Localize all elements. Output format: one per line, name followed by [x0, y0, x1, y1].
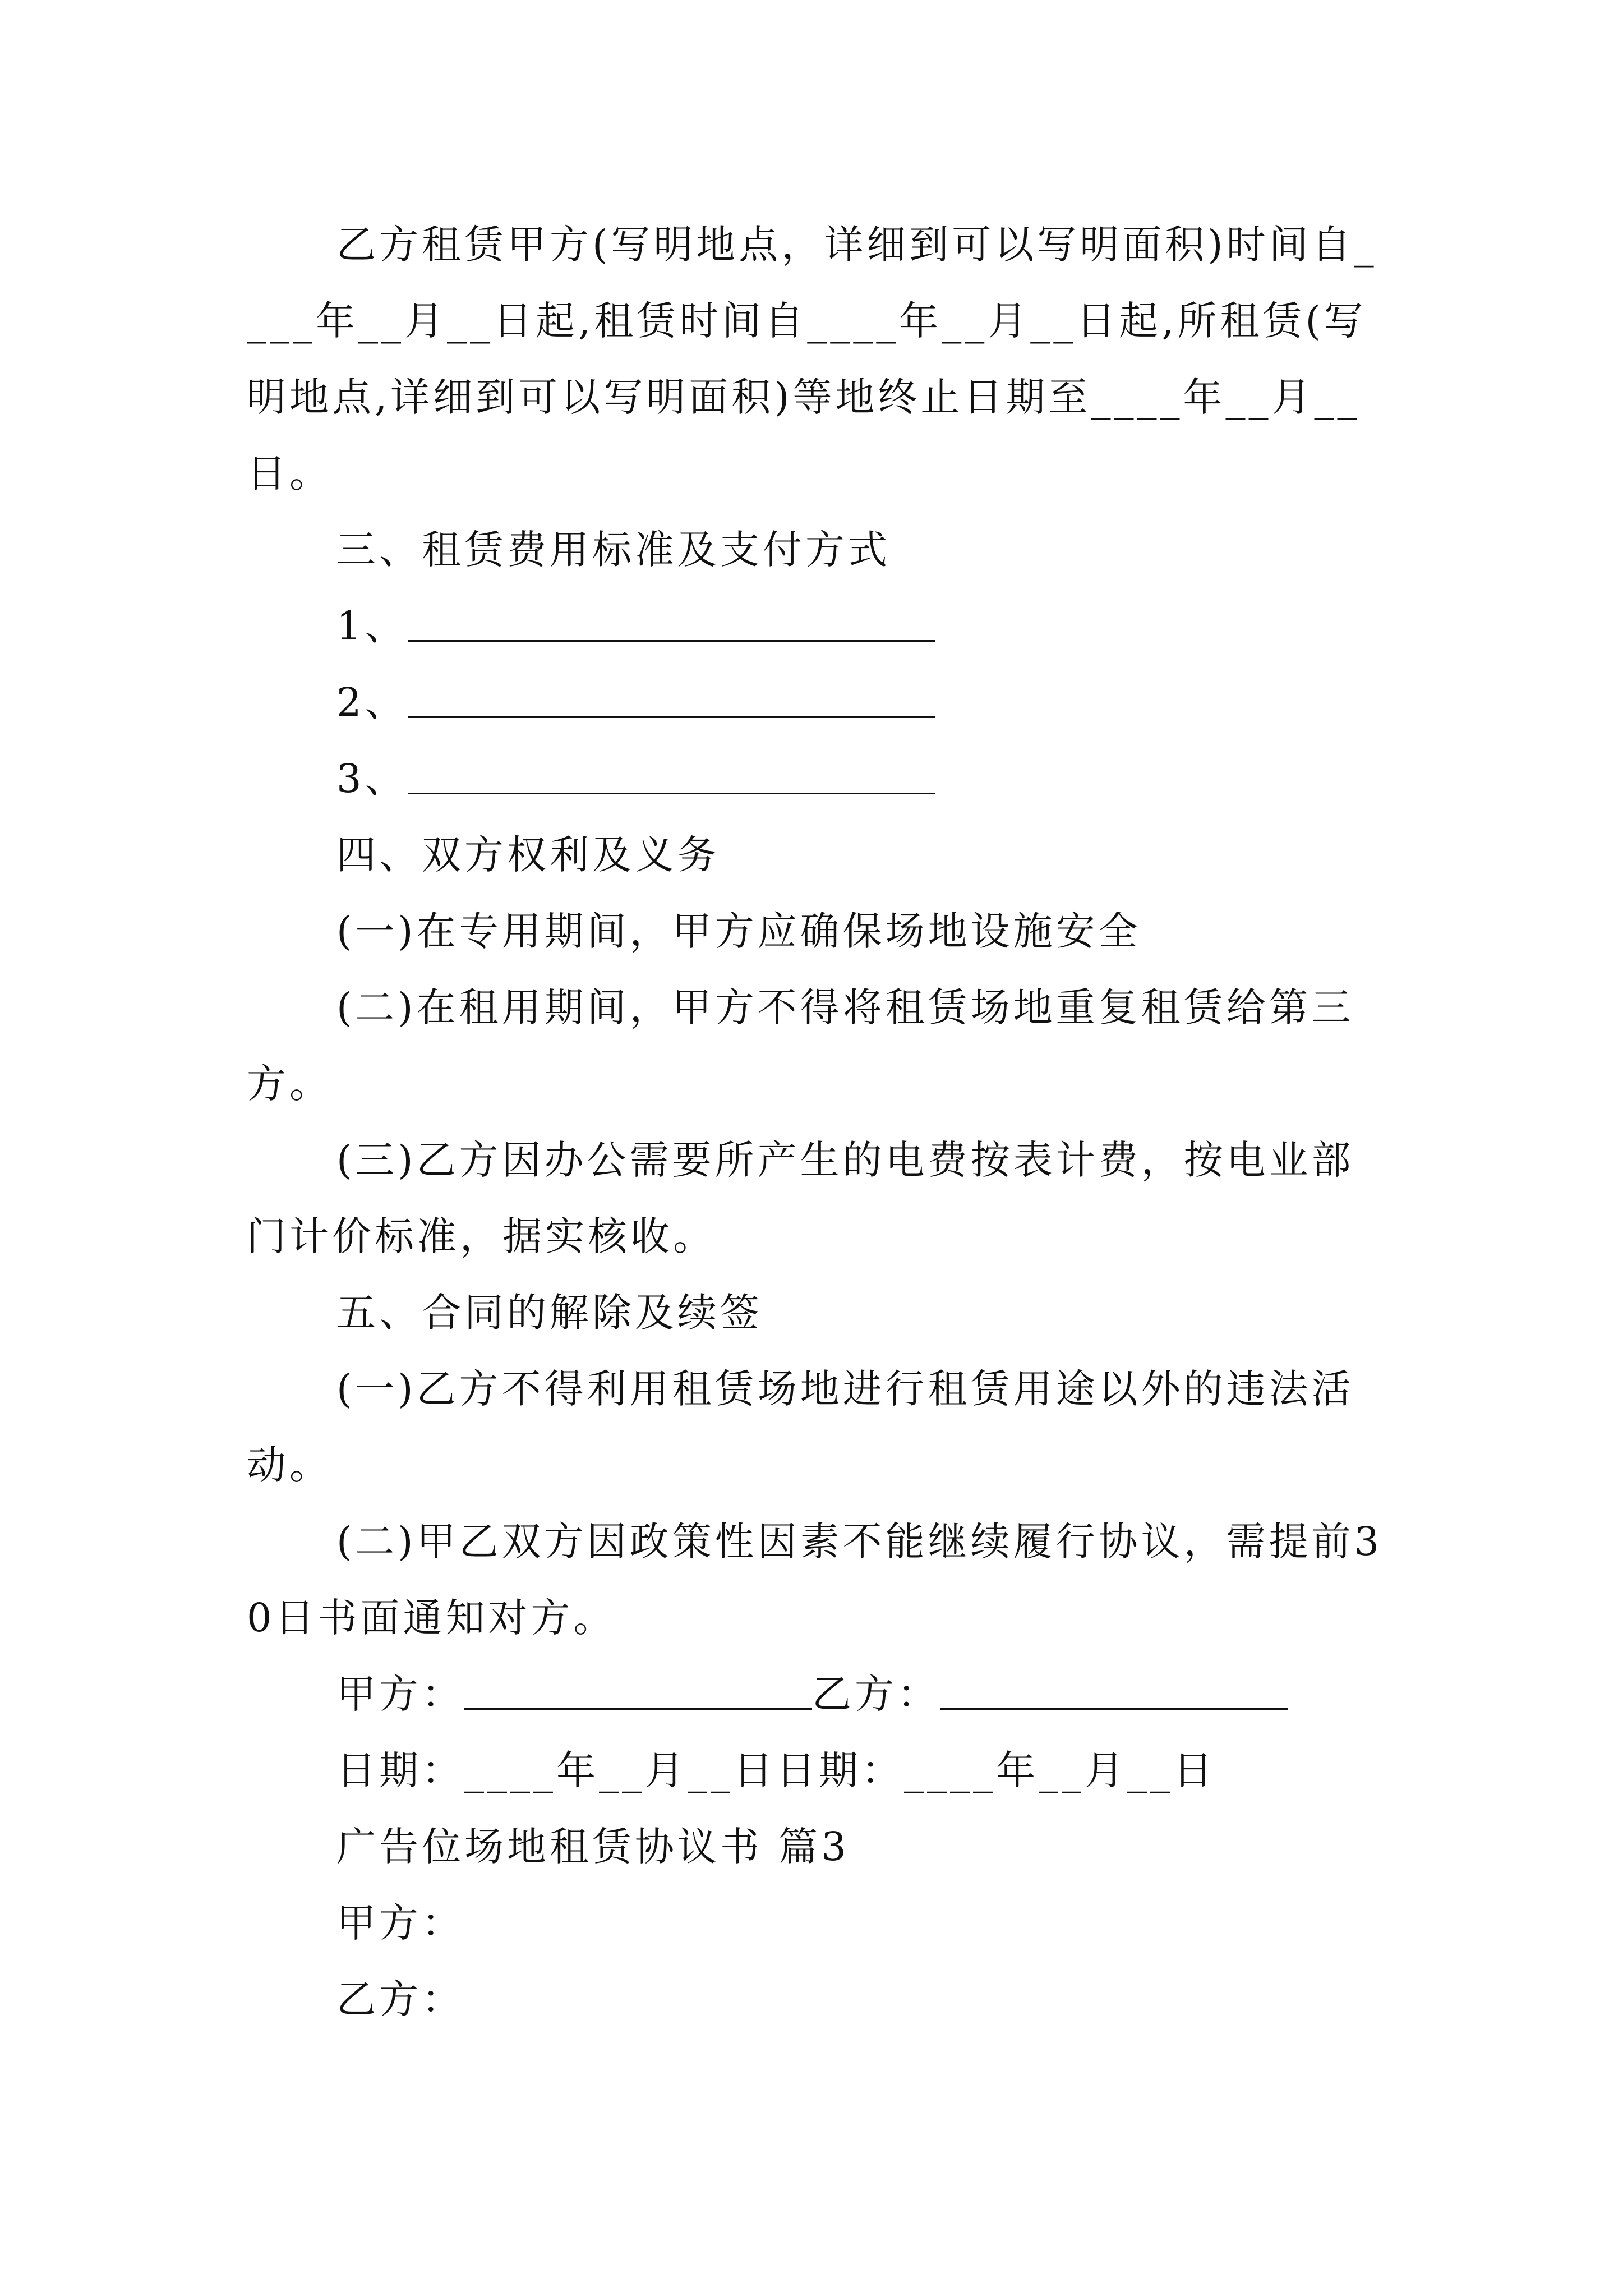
fee-item-2-blank [408, 682, 935, 718]
fee-item-2-label: 2、 [336, 679, 408, 725]
next-agreement-title: 广告位场地租赁协议书 篇3 [336, 1824, 850, 1870]
fee-item-1-label: 1、 [336, 603, 408, 649]
section5-clause-2-block [247, 1503, 1391, 1656]
sign-party-b-blank [940, 1673, 1288, 1710]
fee-item-3 [336, 740, 935, 817]
signature-line [336, 1656, 1288, 1732]
section5-clause-2: (二)甲乙双方因政策性因素不能继续履行协议，需提前30日书面通知对方。 [247, 1519, 1383, 1641]
sign-party-a-label: 甲方： [336, 1671, 464, 1717]
section5-clause-1-block [247, 1351, 1391, 1503]
section4-clause-2-block [247, 969, 1391, 1122]
fee-item-3-blank [408, 758, 935, 794]
intro-paragraph-block [247, 206, 1391, 512]
sign-party-b-label: 乙方： [812, 1671, 940, 1717]
section3-heading: 三、租赁费用标准及支付方式 [336, 527, 891, 573]
section4-clause-3-block [247, 1122, 1391, 1274]
section4-clause-1: (一)在专用期间，甲方应确保场地设施安全 [336, 908, 1141, 954]
fee-item-1-blank [408, 605, 935, 642]
section4-heading: 四、双方权利及义务 [336, 832, 720, 878]
date-line: 日期：____年__月__日日期：____年__月__日 [336, 1747, 1216, 1793]
sign-party-a-blank [464, 1673, 812, 1710]
fee-item-3-label: 3、 [336, 756, 408, 802]
section4-clause-3: (三)乙方因办公需要所产生的电费按表计费，按电业部门计价标准，据实核收。 [247, 1137, 1354, 1259]
fee-item-2 [336, 664, 935, 740]
fee-item-1 [336, 588, 935, 664]
next-party-a: 甲方： [336, 1900, 464, 1946]
next-party-b: 乙方： [336, 1976, 464, 2022]
intro-paragraph: 乙方租赁甲方(写明地点，详细到可以写明面积)时间自____年__月__日起,租赁时间自____年__月__日起,所租赁(写明地点,详细到可以写明面积)等地终止日期至____年__月__日。 [247, 222, 1377, 496]
section5-heading: 五、合同的解除及续签 [336, 1290, 763, 1336]
section5-clause-1: (一)乙方不得利用租赁场地进行租赁用途以外的违法活动。 [247, 1366, 1354, 1488]
section4-clause-2: (二)在租用期间，甲方不得将租赁场地重复租赁给第三方。 [247, 984, 1354, 1107]
